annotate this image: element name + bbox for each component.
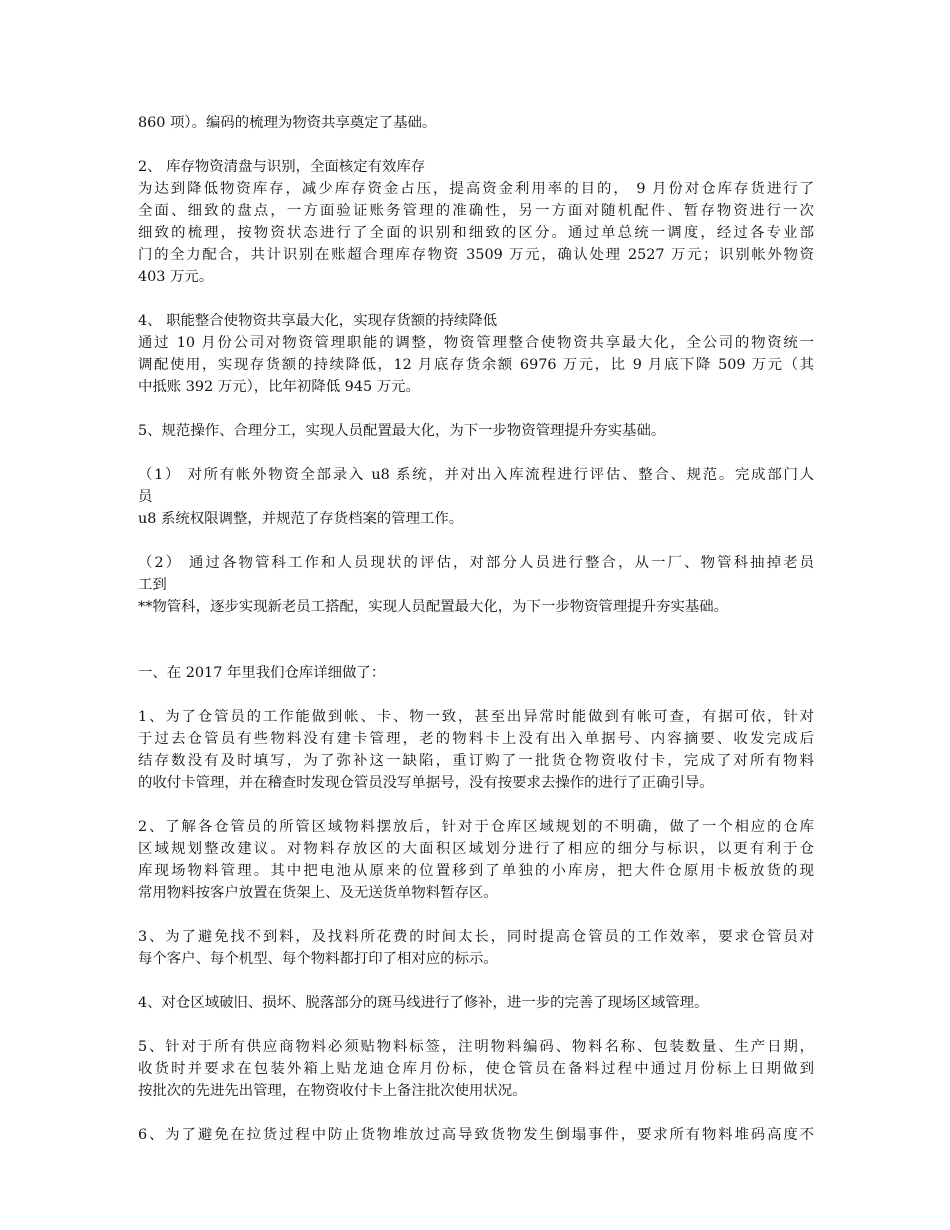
section-heading: 5、规范操作、合理分工，实现人员配置最大化，为下一步物资管理提升夯实基础。 [138,423,666,439]
paragraph-function-integration [138,310,814,398]
text-line: 门的全力配合，共计识别在账超合理库存物资 3509 万元，确认处理 2527 万元；识别帐外物资 [138,247,814,263]
text-line: 860 项）。编码的梳理为物资共享奠定了基础。 [138,115,437,131]
paragraph-intro-continuation [138,112,814,134]
text-line: 5、针对于所有供应商物料必须贴物料标签，注明物料编码、物料名称、包装数量、生产日期， [138,1039,814,1055]
paragraph-warehouse-3 [138,926,814,970]
paragraph-warehouse-4 [138,992,814,1014]
text-line: 于过去仓管员有些物料没有建卡管理，老的物料卡上没有出入单据号、内容摘要、收发完成后 [138,731,814,747]
text-line: 403 万元。 [138,269,214,285]
text-line: 收货时并要求在包装外箱上贴龙迪仓库月份标，使仓管员在备料过程中通过月份标上日期做到 [138,1061,814,1077]
paragraph-warehouse-2 [138,816,814,904]
text-line: u8 系统权限调整，并规范了存货档案的管理工作。 [138,511,464,527]
text-line: 结存数没有及时填写，为了弥补这一缺陷，重订购了一批货仓物资收付卡，完成了对所有物料 [138,753,814,769]
text-line: 按批次的先进先出管理，在物资收付卡上备注批次使用状况。 [138,1083,527,1099]
text-line: 常用物料按客户放置在货架上、及无送货单物料暂存区。 [138,885,498,901]
text-line: 调配使用，实现存货额的持续降低，12 月底存货余额 6976 万元，比 9 月底下降 509 万元（其 [138,357,814,373]
text-line: 中抵账 392 万元），比年初降低 945 万元。 [138,379,420,395]
text-line: **物管科，逐步实现新老员工搭配，实现人员配置最大化，为下一步物资管理提升夯实基础。 [138,599,729,615]
section-heading: 4、 职能整合使物资共享最大化，实现存货额的持续降低 [138,313,498,329]
text-line: 工到 [138,577,167,593]
document-body [138,112,814,1168]
paragraph-warehouse-1 [138,706,814,794]
text-line: 全面、细致的盘点，一方面验证账务管理的准确性，另一方面对随机配件、暂存物资进行一次 [138,203,814,219]
paragraph-item-1 [138,464,814,530]
paragraph-inventory-check [138,156,814,288]
paragraph-warehouse-5 [138,1036,814,1102]
paragraph-warehouse-6 [138,1124,814,1146]
text-line: 每个客户、每个机型、每个物料都打印了相对应的标示。 [138,951,498,967]
text-line: （1） 对所有帐外物资全部录入 u8 系统，并对出入库流程进行评估、整合、规范。完成部门人 [138,467,814,483]
section-heading: 一、在 2017 年里我们仓库详细做了： [138,665,386,681]
text-line: 通过 10 月份公司对物资管理职能的调整，物资管理整合使物资共享最大化，全公司的物资统一 [138,335,814,351]
text-line: 2、了解各仓管员的所管区域物料摆放后，针对于仓库区域规划的不明确，做了一个相应的仓库 [138,819,814,835]
text-line: 细致的梳理，按物资状态进行了全面的识别和细致的区分。通过单总统一调度，经过各专业部 [138,225,814,241]
paragraph-warehouse-heading [138,662,814,684]
text-line: 4、对仓区域破旧、损坏、脱落部分的斑马线进行了修补，进一步的完善了现场区域管理。 [138,995,709,1011]
paragraph-standardize-operations [138,420,814,442]
text-line: 3、为了避免找不到料，及找料所花费的时间太长，同时提高仓管员的工作效率，要求仓管员对 [138,929,814,945]
text-line: 为达到降低物资库存，减少库存资金占压，提高资金利用率的目的， 9 月份对仓库存货进行了 [138,181,814,197]
text-line: 1、为了仓管员的工作能做到帐、卡、物一致，甚至出异常时能做到有帐可查，有据可依，针对 [138,709,814,725]
spacer [138,640,814,662]
text-line: 员 [138,489,153,505]
text-line: 区域规划整改建议。对物料存放区的大面积区域划分进行了相应的细分与标识，以更有利于仓 [138,841,814,857]
text-line: 6、为了避免在拉货过程中防止货物堆放过高导致货物发生倒塌事件，要求所有物料堆码高度不 [138,1127,814,1143]
text-line: 库现场物料管理。其中把电池从原来的位置移到了单独的小库房，把大件仓原用卡板放货的现 [138,863,814,879]
section-heading: 2、 库存物资清盘与识别，全面核定有效库存 [138,159,426,175]
text-line: （2） 通过各物管科工作和人员现状的评估，对部分人员进行整合，从一厂、物管科抽掉老员 [138,555,814,571]
text-line: 的收付卡管理，并在稽查时发现仓管员没写单据号，没有按要求去操作的进行了正确引导。 [138,775,714,791]
paragraph-item-2 [138,552,814,618]
